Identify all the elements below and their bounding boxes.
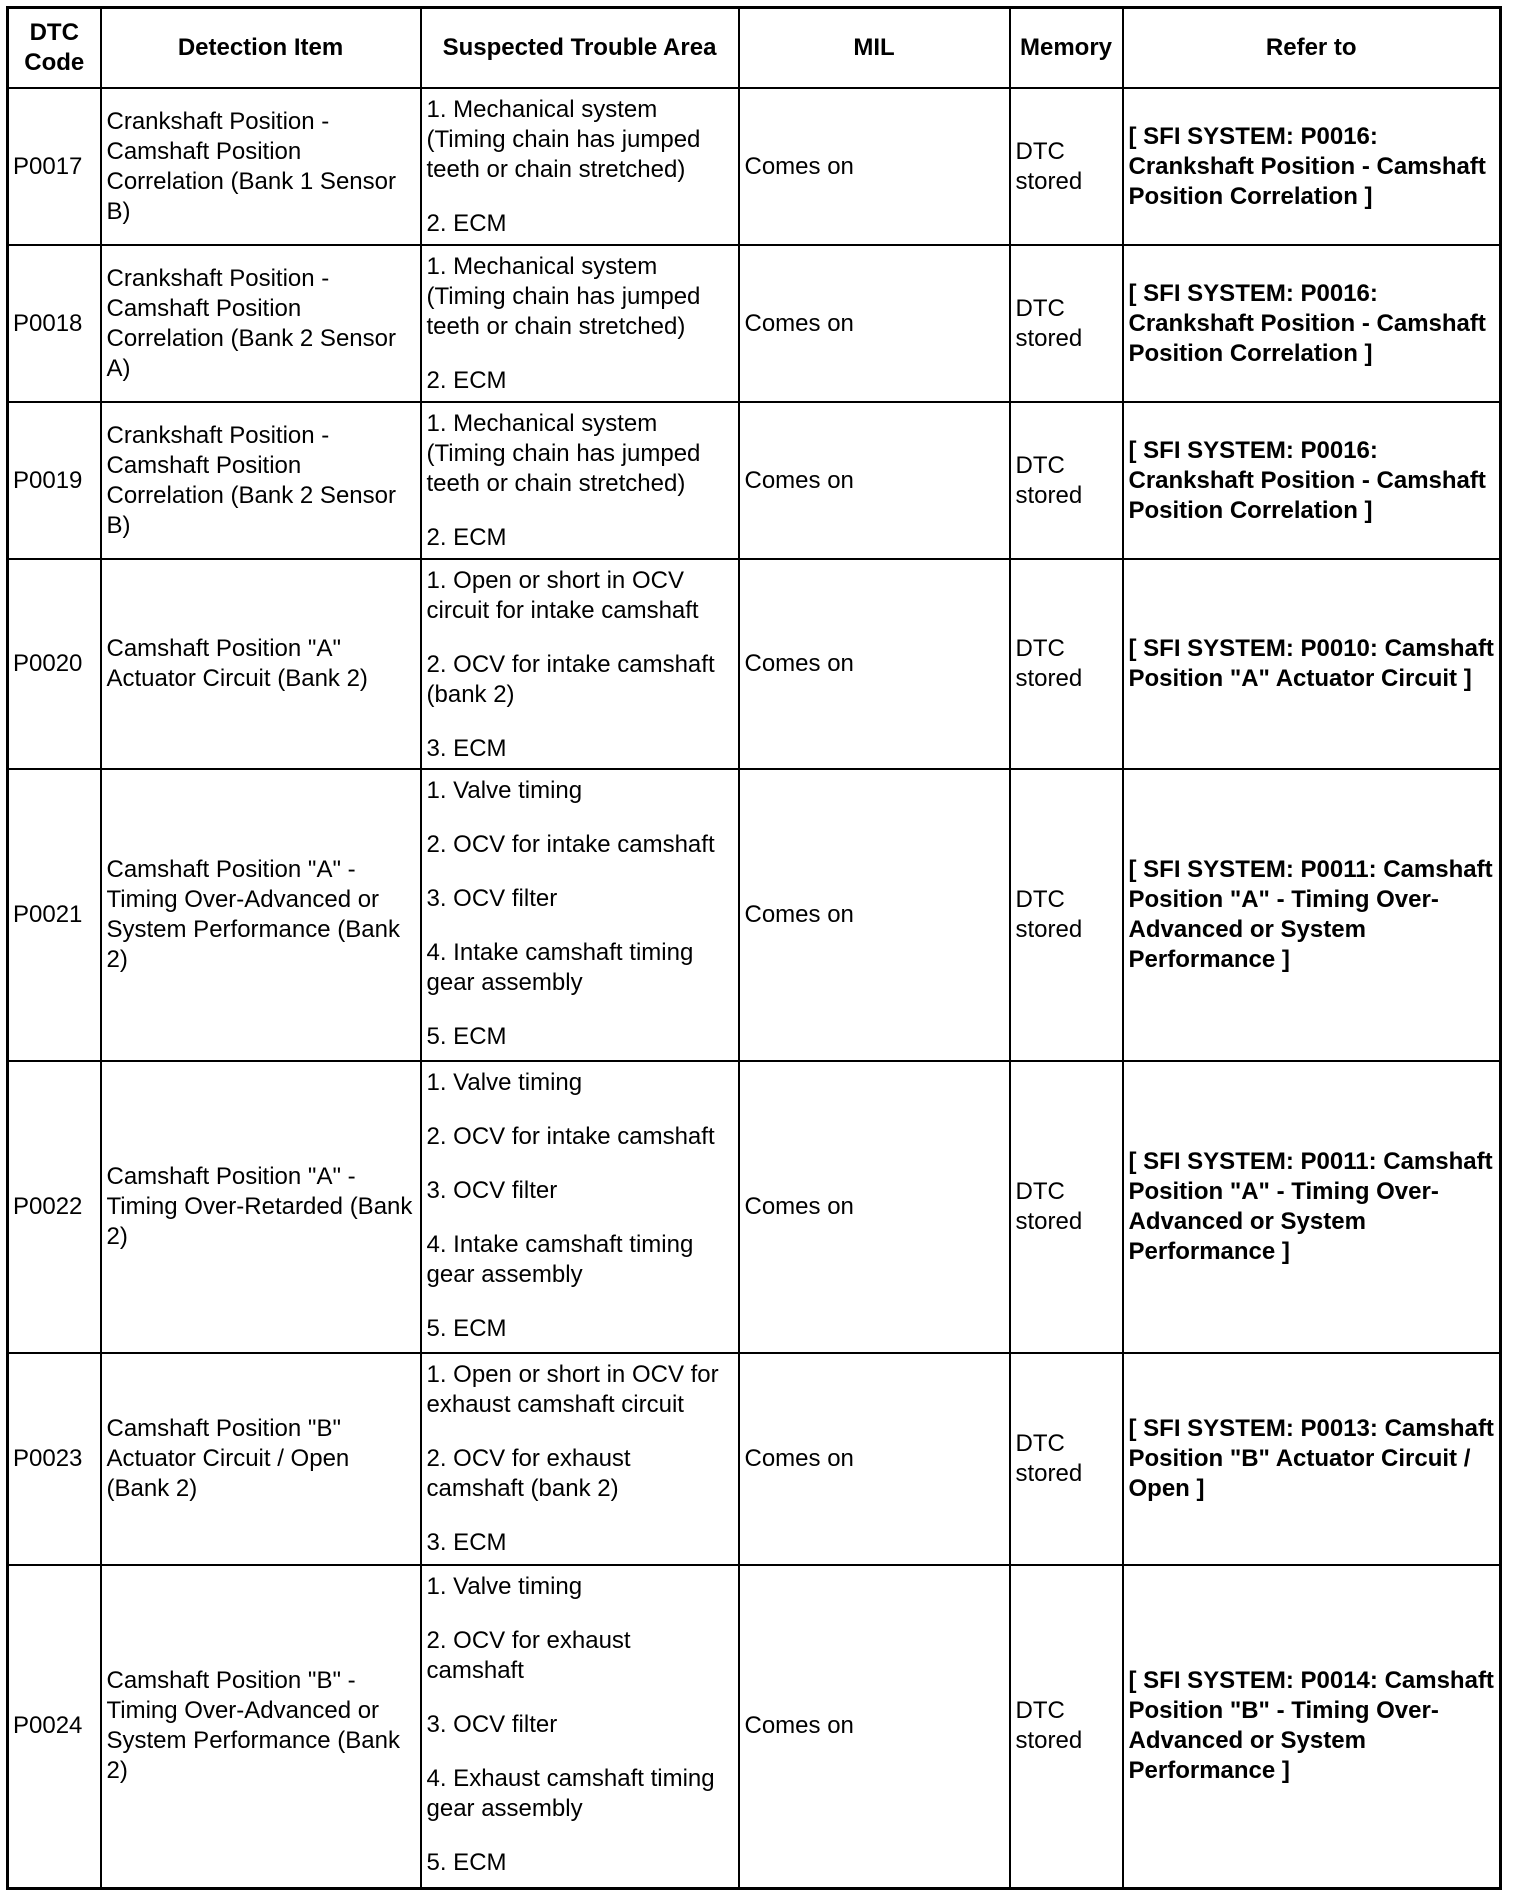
refer-to-cell: [ SFI SYSTEM: P0011: Camshaft Position "A" - Timing Over-Advanced or System Performance ] — [1123, 769, 1501, 1061]
trouble-area-item: 1. Valve timing — [426, 1573, 583, 1600]
refer-to-cell: [ SFI SYSTEM: P0014: Camshaft Position "B" - Timing Over-Advanced or System Performance ] — [1123, 1565, 1501, 1888]
trouble-area-item: 1. Mechanical system (Timing chain has jumped teeth or chain stretched) — [426, 96, 701, 183]
trouble-area-item: 2. ECM — [426, 524, 507, 551]
header-memory: Memory — [1010, 8, 1123, 89]
suspected-trouble-area-cell — [421, 402, 739, 559]
trouble-area-item: 5. ECM — [426, 1315, 507, 1342]
detection-item-cell: Camshaft Position "A" - Timing Over-Advanced or System Performance (Bank 2) — [101, 769, 421, 1061]
detection-item-cell: Crankshaft Position - Camshaft Position Correlation (Bank 1 Sensor B) — [101, 88, 421, 245]
dtc-code-cell: P0017 — [8, 88, 101, 245]
table-row — [8, 1353, 1501, 1565]
table-row — [8, 402, 1501, 559]
trouble-area-item: 3. OCV filter — [426, 1711, 558, 1738]
suspected-trouble-area-cell — [421, 769, 739, 1061]
memory-cell: DTC stored — [1010, 769, 1123, 1061]
refer-to-cell: [ SFI SYSTEM: P0016: Crankshaft Position - Camshaft Position Correlation ] — [1123, 402, 1501, 559]
detection-item-cell: Camshaft Position "A" - Timing Over-Retarded (Bank 2) — [101, 1061, 421, 1353]
refer-to-cell: [ SFI SYSTEM: P0013: Camshaft Position "B" Actuator Circuit / Open ] — [1123, 1353, 1501, 1565]
detection-item-cell: Camshaft Position "A" Actuator Circuit (Bank 2) — [101, 559, 421, 769]
detection-item-cell: Crankshaft Position - Camshaft Position Correlation (Bank 2 Sensor B) — [101, 402, 421, 559]
trouble-area-item: 2. ECM — [426, 367, 507, 394]
trouble-area-item: 4. Intake camshaft timing gear assembly — [426, 939, 694, 996]
trouble-area-item: 5. ECM — [426, 1023, 507, 1050]
detection-item-cell: Camshaft Position "B" Actuator Circuit / Open (Bank 2) — [101, 1353, 421, 1565]
mil-cell: Comes on — [739, 559, 1010, 769]
memory-cell: DTC stored — [1010, 1353, 1123, 1565]
table-row — [8, 88, 1501, 245]
trouble-area-item: 1. Open or short in OCV for exhaust camshaft circuit — [426, 1361, 719, 1418]
header-suspected-trouble-area: Suspected Trouble Area — [421, 8, 739, 89]
refer-to-cell: [ SFI SYSTEM: P0016: Crankshaft Position - Camshaft Position Correlation ] — [1123, 245, 1501, 402]
header-refer-to: Refer to — [1123, 8, 1501, 89]
refer-to-cell: [ SFI SYSTEM: P0010: Camshaft Position "A" Actuator Circuit ] — [1123, 559, 1501, 769]
trouble-area-item: 1. Open or short in OCV circuit for intake camshaft — [426, 567, 699, 624]
trouble-area-item: 1. Mechanical system (Timing chain has jumped teeth or chain stretched) — [426, 410, 701, 497]
memory-cell: DTC stored — [1010, 245, 1123, 402]
header-detection-item: Detection Item — [101, 8, 421, 89]
memory-cell: DTC stored — [1010, 1061, 1123, 1353]
dtc-code-cell: P0023 — [8, 1353, 101, 1565]
table-row — [8, 1565, 1501, 1888]
table-body — [8, 88, 1501, 1888]
mil-cell: Comes on — [739, 402, 1010, 559]
memory-cell: DTC stored — [1010, 1565, 1123, 1888]
table-row — [8, 245, 1501, 402]
detection-item-cell: Camshaft Position "B" - Timing Over-Advanced or System Performance (Bank 2) — [101, 1565, 421, 1888]
refer-to-cell: [ SFI SYSTEM: P0016: Crankshaft Position - Camshaft Position Correlation ] — [1123, 88, 1501, 245]
trouble-area-item: 2. OCV for exhaust camshaft — [426, 1627, 631, 1684]
mil-cell: Comes on — [739, 245, 1010, 402]
trouble-area-item: 4. Intake camshaft timing gear assembly — [426, 1231, 694, 1288]
trouble-area-item: 2. OCV for exhaust camshaft (bank 2) — [426, 1445, 631, 1502]
mil-cell: Comes on — [739, 88, 1010, 245]
table-row — [8, 559, 1501, 769]
dtc-code-cell: P0020 — [8, 559, 101, 769]
memory-cell: DTC stored — [1010, 559, 1123, 769]
mil-cell: Comes on — [739, 1061, 1010, 1353]
suspected-trouble-area-cell — [421, 1061, 739, 1353]
trouble-area-item: 4. Exhaust camshaft timing gear assembly — [426, 1765, 715, 1822]
dtc-table — [6, 6, 1502, 1890]
trouble-area-item: 3. OCV filter — [426, 885, 558, 912]
dtc-code-cell: P0022 — [8, 1061, 101, 1353]
suspected-trouble-area-cell — [421, 88, 739, 245]
table-row — [8, 769, 1501, 1061]
mil-cell: Comes on — [739, 1353, 1010, 1565]
suspected-trouble-area-cell — [421, 1353, 739, 1565]
table-row — [8, 1061, 1501, 1353]
trouble-area-item: 2. ECM — [426, 210, 507, 237]
suspected-trouble-area-cell — [421, 245, 739, 402]
trouble-area-item: 3. OCV filter — [426, 1177, 558, 1204]
trouble-area-item: 5. ECM — [426, 1849, 507, 1876]
dtc-code-cell: P0021 — [8, 769, 101, 1061]
trouble-area-item: 1. Valve timing — [426, 777, 583, 804]
dtc-code-cell: P0024 — [8, 1565, 101, 1888]
trouble-area-item: 3. ECM — [426, 735, 507, 762]
detection-item-cell: Crankshaft Position - Camshaft Position Correlation (Bank 2 Sensor A) — [101, 245, 421, 402]
dtc-code-cell: P0019 — [8, 402, 101, 559]
refer-to-cell: [ SFI SYSTEM: P0011: Camshaft Position "A" - Timing Over-Advanced or System Performance ] — [1123, 1061, 1501, 1353]
trouble-area-item: 2. OCV for intake camshaft (bank 2) — [426, 651, 715, 708]
mil-cell: Comes on — [739, 1565, 1010, 1888]
suspected-trouble-area-cell — [421, 1565, 739, 1888]
suspected-trouble-area-cell — [421, 559, 739, 769]
memory-cell: DTC stored — [1010, 88, 1123, 245]
trouble-area-item: 2. OCV for intake camshaft — [426, 831, 715, 858]
memory-cell: DTC stored — [1010, 402, 1123, 559]
header-row — [8, 8, 1501, 89]
trouble-area-item: 2. OCV for intake camshaft — [426, 1123, 715, 1150]
dtc-code-cell: P0018 — [8, 245, 101, 402]
header-dtc-code: DTC Code — [8, 8, 101, 89]
trouble-area-item: 3. ECM — [426, 1529, 507, 1556]
header-mil: MIL — [739, 8, 1010, 89]
mil-cell: Comes on — [739, 769, 1010, 1061]
trouble-area-item: 1. Mechanical system (Timing chain has jumped teeth or chain stretched) — [426, 253, 701, 340]
trouble-area-item: 1. Valve timing — [426, 1069, 583, 1096]
